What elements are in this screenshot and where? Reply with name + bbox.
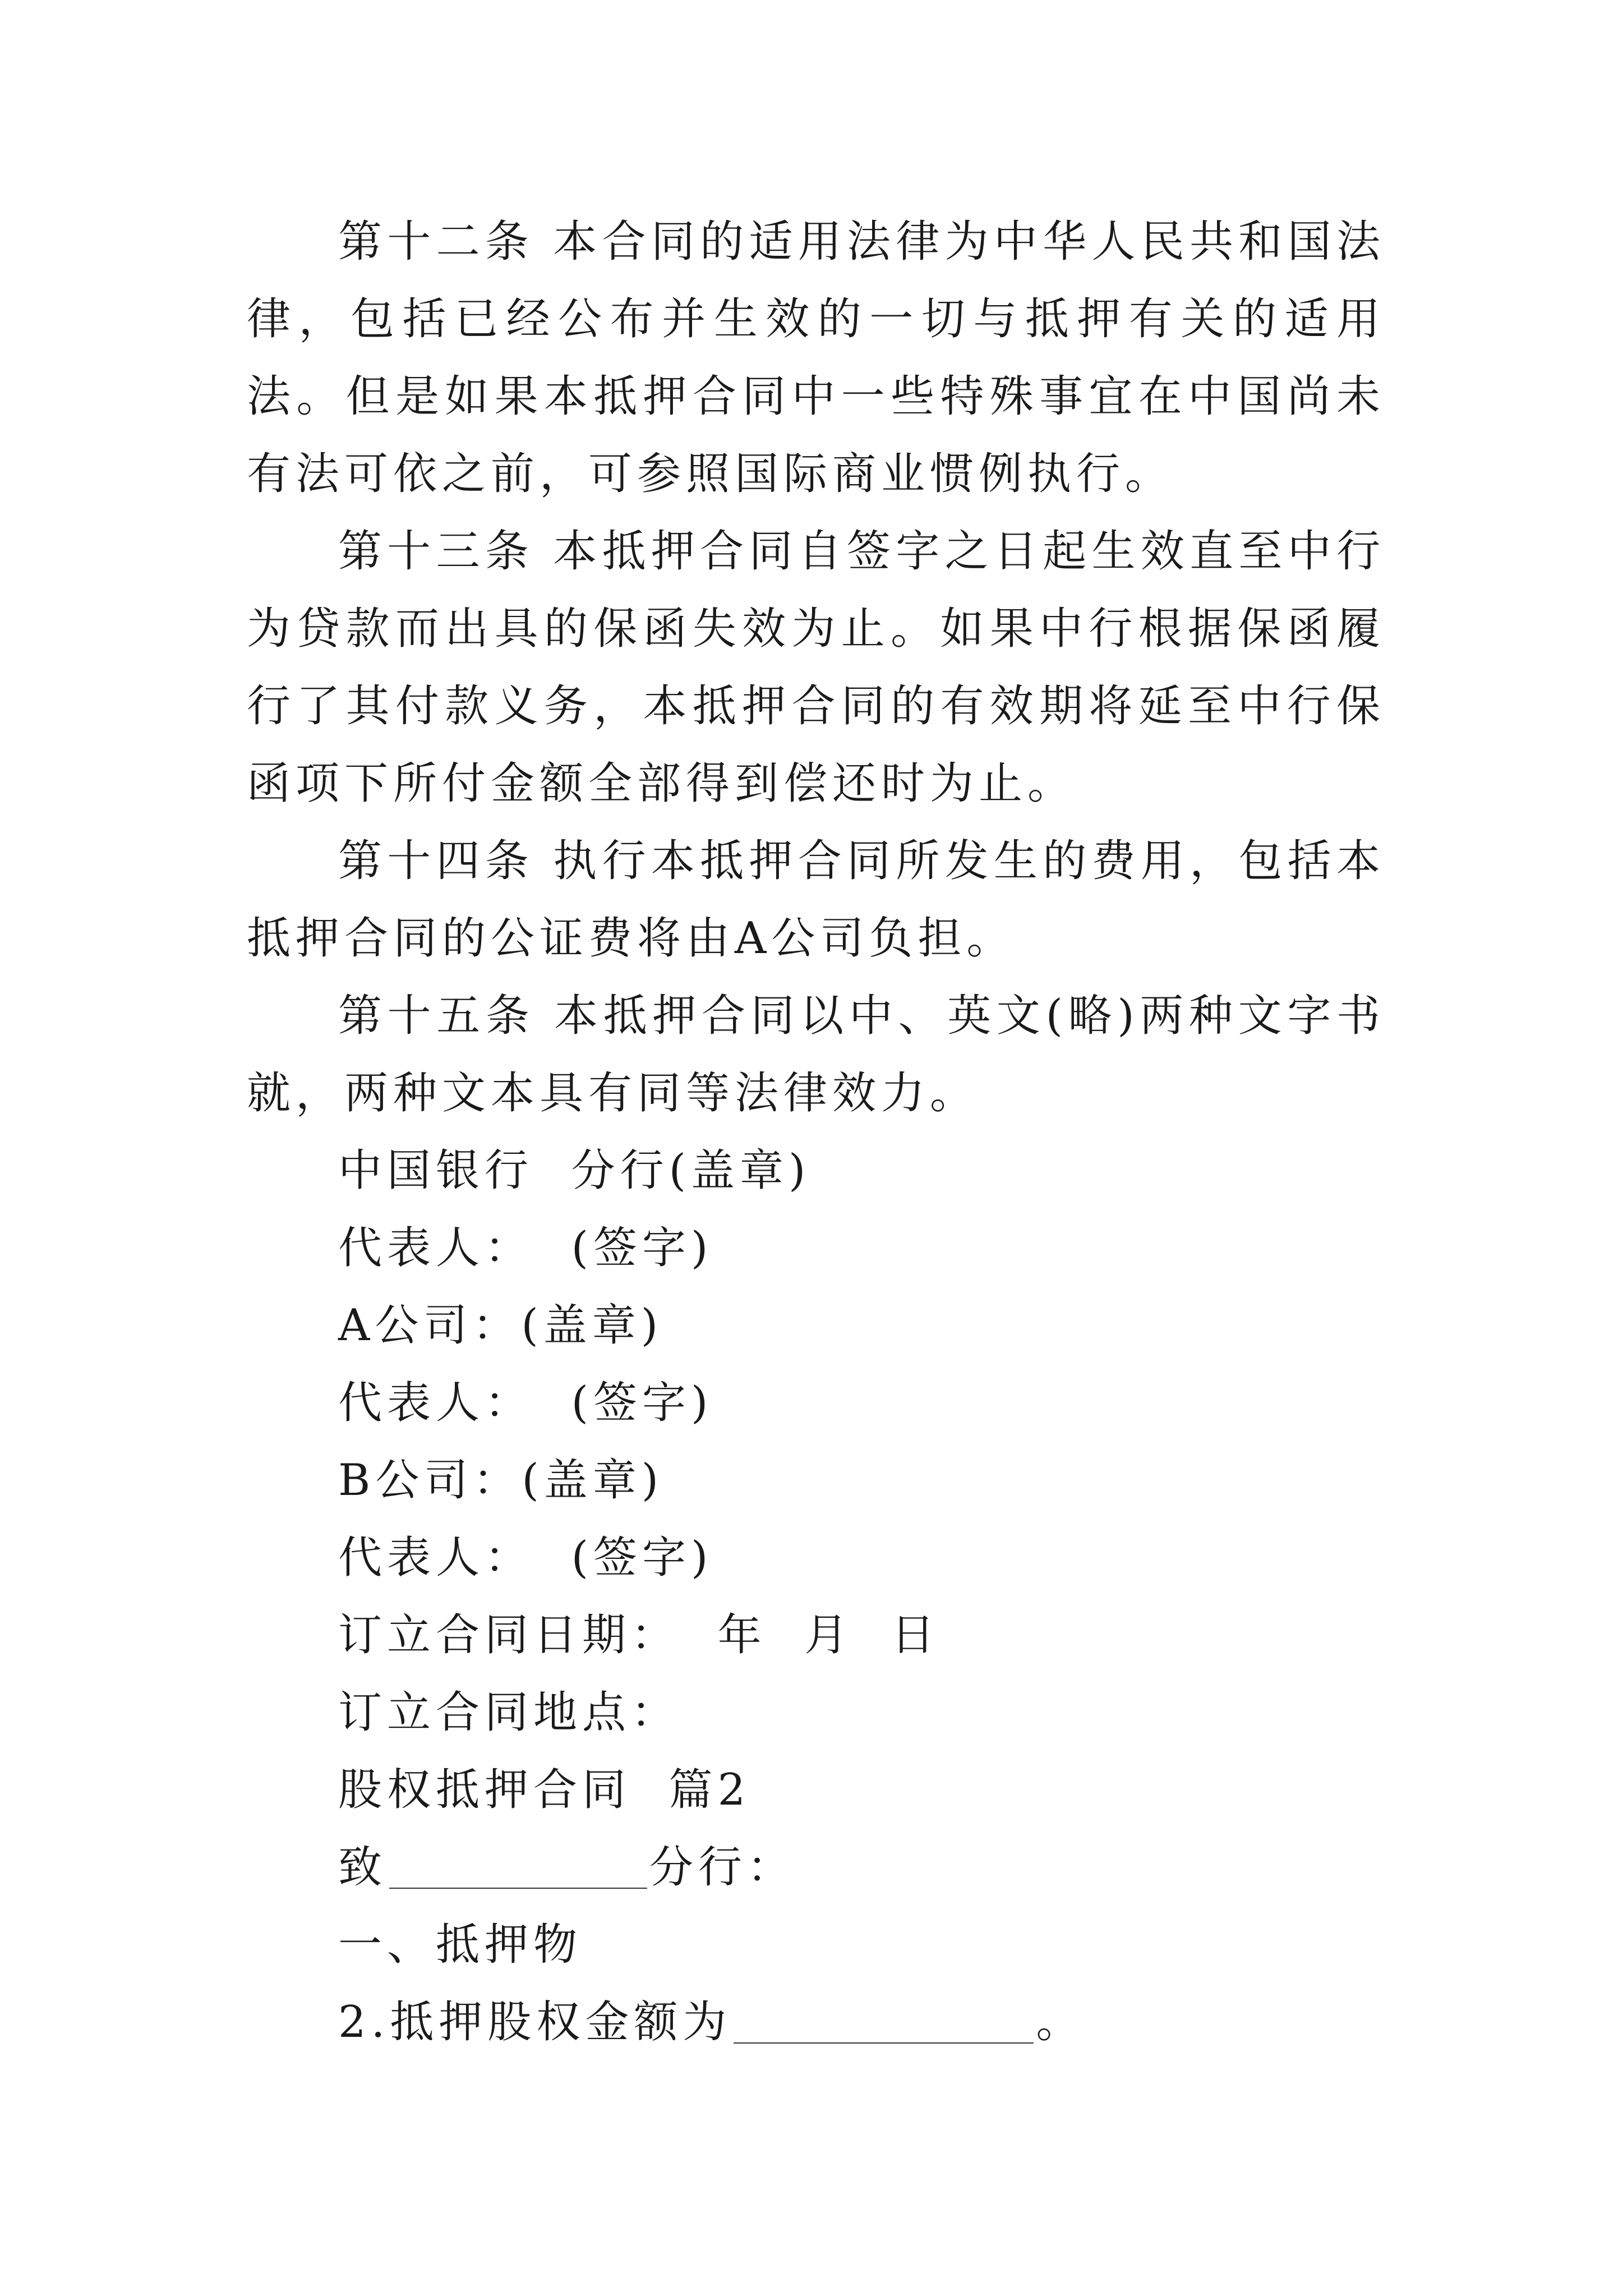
company-a-seal-line: A公司：(盖章) bbox=[338, 1300, 663, 1351]
company-b-seal-line: B公司：(盖章) bbox=[338, 1455, 664, 1506]
pledge-amount-label: 2.抵押股权金额为 bbox=[338, 1997, 732, 2047]
contract-place-line: 订立合同地点： bbox=[338, 1687, 680, 1738]
pledge-amount-end: 。 bbox=[1036, 1997, 1085, 2047]
bank-representative-line: 代表人： (签字) bbox=[338, 1223, 713, 1273]
bank-seal-line: 中国银行 分行(盖章) bbox=[338, 1145, 811, 1196]
document-section-title: 股权抵押合同 篇2 bbox=[338, 1765, 751, 1815]
clause-15: 第十五条 本抵押合同以中、英文(略)两种文字书就，两种文本具有同等法律效力。 bbox=[247, 991, 1385, 1119]
clause-14: 第十四条 执行本抵押合同所发生的费用，包括本抵押合同的公证费将由A公司负担。 bbox=[247, 836, 1385, 964]
addressee-prefix: 致 bbox=[338, 1842, 388, 1893]
clause-13: 第十三条 本抵押合同自签字之日起生效直至中行为贷款而出具的保函失效为止。如果中行根据保函履行了其付款义务，本抵押合同的有效期将延至中行保函项下所付金额全部得到偿还时为止。 bbox=[247, 526, 1385, 809]
branch-name-blank bbox=[389, 1888, 647, 1889]
section-heading: 一、抵押物 bbox=[338, 1920, 583, 1970]
addressee-line bbox=[338, 1829, 796, 1906]
pledge-amount-blank bbox=[734, 2042, 1034, 2044]
company-a-representative-line: 代表人： (签字) bbox=[338, 1378, 713, 1428]
contract-date-line: 订立合同日期： 年 月 日 bbox=[338, 1610, 940, 1660]
pledge-amount-line bbox=[338, 1984, 1085, 2061]
clause-12: 第十二条 本合同的适用法律为中华人民共和国法律，包括已经公布并生效的一切与抵押有关的适用法。但是如果本抵押合同中一些特殊事宜在中国尚未有法可依之前，可参照国际商业惯例执行。 bbox=[247, 217, 1385, 499]
company-b-representative-line: 代表人： (签字) bbox=[338, 1533, 713, 1583]
addressee-suffix: 分行： bbox=[649, 1842, 796, 1893]
